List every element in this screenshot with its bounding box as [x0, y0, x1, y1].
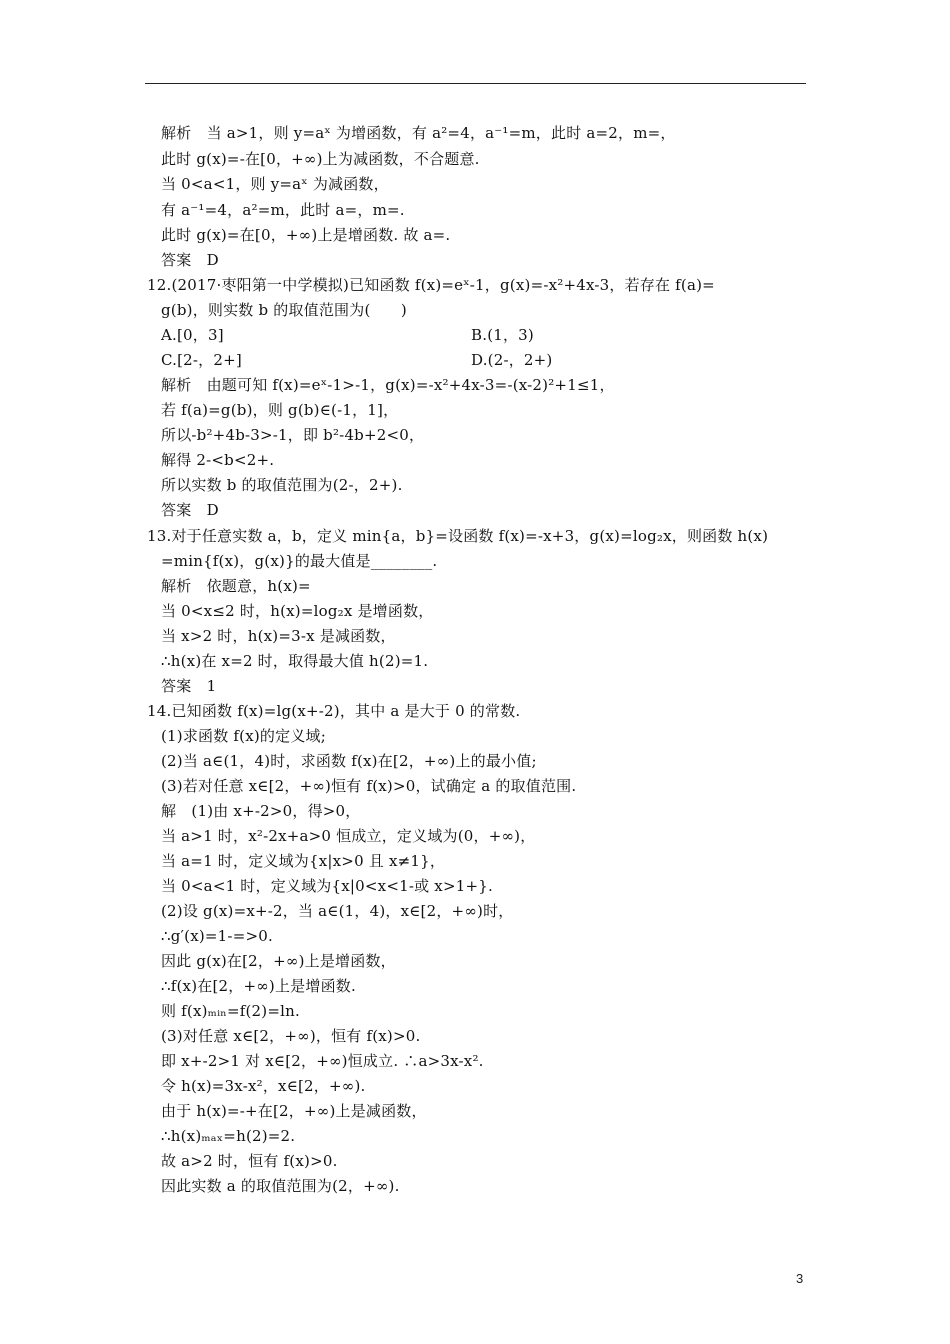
text-line: 当 0<x≤2 时，h(x)=log₂x 是增函数， [161, 602, 434, 620]
text-line: 解得 2-<b<2+. [161, 451, 275, 469]
text-line: 则 f(x)ₘᵢₙ=f(2)=ln. [161, 1002, 300, 1020]
option-d: D.(2-，2+) [471, 351, 553, 369]
text-line: 所以实数 b 的取值范围为(2-，2+). [161, 476, 403, 494]
option-a: A.[0，3] [161, 326, 224, 344]
text-line: 有 a⁻¹=4，a²=m，此时 a=，m=. [161, 201, 405, 219]
text-line: 解析 当 a>1，则 y=aˣ 为增函数，有 a²=4，a⁻¹=m，此时 a=2，m=， [161, 124, 676, 142]
text-line: ∴f(x)在[2，+∞)上是增函数. [161, 977, 356, 995]
text-line: 令 h(x)=3x-x²，x∈[2，+∞). [161, 1077, 366, 1095]
text-line: 当 0<a<1 时，定义域为{x|0<x<1-或 x>1+}. [161, 877, 493, 895]
text-line: 解析 由题可知 f(x)=eˣ-1>-1，g(x)=-x²+4x-3=-(x-2)²+1≤1， [161, 376, 615, 394]
question-12: 12.(2017·枣阳第一中学模拟)已知函数 f(x)=eˣ-1，g(x)=-x²+4x-3，若存在 f(a)= [147, 276, 715, 294]
text-line: 此时 g(x)=在[0，+∞)上是增函数. 故 a=. [161, 226, 451, 244]
text-line: 由于 h(x)=-+在[2，+∞)上是减函数， [161, 1102, 427, 1120]
text-line: 因此 g(x)在[2，+∞)上是增函数， [161, 952, 396, 970]
text-line: 当 x>2 时，h(x)=3-x 是减函数， [161, 627, 396, 645]
text-line: ∴g′(x)=1-=>0. [161, 927, 273, 945]
text-line: 此时 g(x)=-在[0，+∞)上为减函数，不合题意. [161, 150, 480, 168]
text-line: ∴h(x)ₘₐₓ=h(2)=2. [161, 1127, 296, 1145]
page-number: 3 [796, 1271, 804, 1286]
answer-line: 答案 1 [161, 677, 217, 695]
text-line: 当 0<a<1，则 y=aˣ 为减函数， [161, 175, 389, 193]
text-line: 所以-b²+4b-3>-1，即 b²-4b+2<0， [161, 426, 425, 444]
question-13: 13.对于任意实数 a，b，定义 min{a，b}=设函数 f(x)=-x+3，g(x)=log₂x，则函数 h(x) [147, 527, 769, 545]
text-line: (3)若对任意 x∈[2，+∞)恒有 f(x)>0，试确定 a 的取值范围. [161, 777, 577, 795]
option-b: B.(1，3) [471, 326, 534, 344]
text-line: g(b)，则实数 b 的取值范围为( ) [161, 301, 407, 319]
text-line: 故 a>2 时，恒有 f(x)>0. [161, 1152, 338, 1170]
header-rule [145, 83, 806, 84]
text-line: =min{f(x)，g(x)}的最大值是________. [161, 552, 438, 570]
text-line: 当 a>1 时，x²-2x+a>0 恒成立，定义域为(0，+∞)， [161, 827, 536, 845]
text-line: (3)对任意 x∈[2，+∞)，恒有 f(x)>0. [161, 1027, 421, 1045]
text-line: (2)设 g(x)=x+-2，当 a∈(1，4)，x∈[2，+∞)时， [161, 902, 514, 920]
text-line: 当 a=1 时，定义域为{x|x>0 且 x≠1}， [161, 852, 446, 870]
text-line: (2)当 a∈(1，4)时，求函数 f(x)在[2，+∞)上的最小值; [161, 752, 537, 770]
question-14: 14.已知函数 f(x)=lg(x+-2)，其中 a 是大于 0 的常数. [147, 702, 521, 720]
answer-line: 答案 D [161, 501, 219, 519]
text-line: 解析 依题意，h(x)= [161, 577, 311, 595]
text-line: 因此实数 a 的取值范围为(2，+∞). [161, 1177, 400, 1195]
answer-line: 答案 D [161, 251, 219, 269]
text-line: ∴h(x)在 x=2 时，取得最大值 h(2)=1. [161, 652, 429, 670]
text-line: (1)求函数 f(x)的定义域; [161, 727, 326, 745]
text-line: 即 x+-2>1 对 x∈[2，+∞)恒成立. ∴a>3x-x². [161, 1052, 484, 1070]
text-line: 若 f(a)=g(b)，则 g(b)∈(-1，1]， [161, 401, 399, 419]
option-c: C.[2-，2+] [161, 351, 242, 369]
text-line: 解 (1)由 x+-2>0，得>0， [161, 802, 361, 820]
